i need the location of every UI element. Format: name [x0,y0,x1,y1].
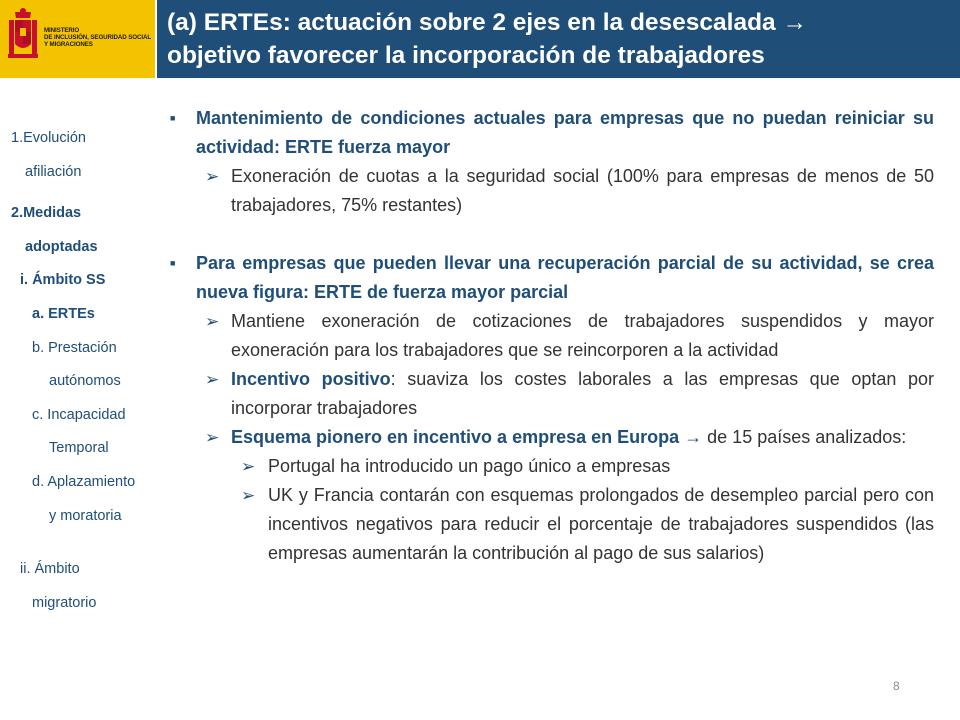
sub-bullet-mantiene: ➢ Mantiene exoneración de cotizaciones de trabajadores suspendidos y mayor exoneración para los trabajadores que se reincorporen a la actividad [168,307,934,365]
sidebar-item-incapacidad[interactable]: c. Incapacidad [32,406,126,423]
sidebar-item-afiliacion[interactable]: afiliación [25,163,82,180]
title-line-2: objetivo favorecer la incorporación de trabajadores [167,42,765,69]
square-bullet-icon: ■ [170,258,176,268]
arrow-bullet-icon: ➢ [205,428,220,447]
sub-bullet-exoneracion: ➢ Exoneración de cuotas a la seguridad social (100% para empresas de menos de 50 trabajadores, 75% restantes) [168,162,934,220]
slide-title [167,6,947,72]
sidebar-item-moratoria[interactable]: y moratoria [49,507,122,524]
sidebar-item-medidas[interactable]: 2.Medidas [11,205,82,222]
sidebar-item-ambito-migratorio[interactable]: ii. Ámbito [20,561,80,578]
arrow-bullet-icon: ➢ [205,312,220,331]
sidebar-item-temporal[interactable]: Temporal [49,440,109,457]
sub-sub-bullet-uk-francia: ➢ UK y Francia contarán con esquemas prolongados de desempleo parcial pero con incentivos negativos para reducir el porcentaje de trabajadores suspendidos (las empresas aumentarán la contribución al pago de sus salarios) [168,481,934,568]
sidebar-item-ertes[interactable]: a. ERTEs [32,305,95,322]
sidebar-item-evolucion[interactable]: 1.Evolución [11,130,86,146]
sidebar-nav [0,122,160,621]
coat-of-arms-icon [6,6,40,68]
ministry-name: MINISTERIO DE INCLUSIÓN, SEGURIDAD SOCIAL Y MIGRACIONES [44,27,152,48]
sub-bullet-esquema: ➢ Esquema pionero en incentivo a empresa en Europa → de 15 países analizados: [168,423,934,452]
bullet-erte-parcial: ■ Para empresas que pueden llevar una recuperación parcial de su actividad, se crea nueva figura: ERTE de fuerza mayor parcial [168,249,934,307]
sidebar-item-prestacion[interactable]: b. Prestación [32,339,117,356]
sidebar-item-aplazamiento[interactable]: d. Aplazamiento [32,473,136,490]
title-line-1: (a) ERTEs: actuación sobre 2 ejes en la desescalada → [167,9,807,36]
ministry-logo [0,0,155,78]
bullet-erte-fuerza-mayor: ■ Mantenimiento de condiciones actuales para empresas que no puedan reiniciar su actividad: ERTE fuerza mayor [168,104,934,162]
sub-bullet-incentivo: ➢ Incentivo positivo: suaviza los costes laborales a las empresas que optan por incorporar trabajadores [168,365,934,423]
arrow-bullet-icon: ➢ [241,457,256,476]
sidebar-item-autonomos[interactable]: autónomos [49,373,121,390]
arrow-bullet-icon: ➢ [205,167,220,186]
sidebar-item-adoptadas[interactable]: adoptadas [25,238,98,255]
right-arrow-icon: → [684,427,703,447]
arrow-bullet-icon: ➢ [205,370,220,389]
slide-content [168,104,934,568]
sub-sub-bullet-portugal: ➢ Portugal ha introducido un pago único a empresas [168,452,934,481]
sidebar-item-migratorio[interactable]: migratorio [32,594,97,611]
sidebar-item-ambito-ss[interactable]: i. Ámbito SS [20,272,106,289]
page-number: 8 [893,679,900,693]
arrow-bullet-icon: ➢ [241,486,256,505]
square-bullet-icon: ■ [170,113,176,123]
